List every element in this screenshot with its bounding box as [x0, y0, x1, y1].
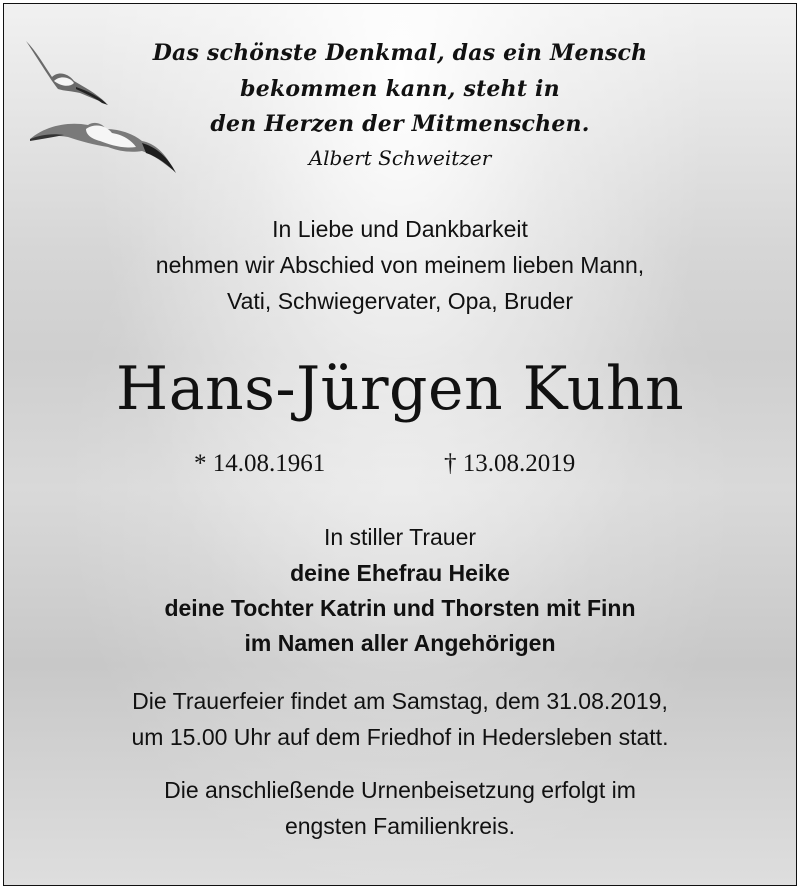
intro-line-2: nehmen wir Abschied von meinem lieben Mann, [155, 252, 645, 278]
burial-line-1: Die anschließende Urnenbeisetzung erfolgt im [164, 777, 636, 803]
mourner-line-1: deine Ehefrau Heike [290, 560, 510, 586]
mourner-line-2: deine Tochter Katrin und Thorsten mit Finn [164, 595, 636, 621]
mourner-line-3: im Namen aller Angehörigen [244, 630, 556, 656]
service-line-2: um 15.00 Uhr auf dem Friedhof in Hedersleben statt. [131, 724, 669, 750]
mourners-intro: In stiller Trauer [323, 524, 477, 550]
birth-date: * 14.08.1961 [194, 450, 326, 477]
burial-line-2: engsten Familienkreis. [284, 813, 516, 839]
quote-author: Albert Schweitzer [308, 146, 492, 170]
intro-line-1: In Liebe und Dankbarkeit [272, 216, 528, 242]
intro-line-3: Vati, Schwiegervater, Opa, Bruder [226, 288, 574, 314]
deceased-name: Hans-Jürgen Kuhn [115, 354, 685, 424]
quote-line-1: Das schönste Denkmal, das ein Mensch [152, 40, 648, 66]
death-date: † 13.08.2019 [444, 450, 576, 477]
quote-line-2: bekommen kann, steht in [240, 76, 560, 102]
quote-line-3: den Herzen der Mitmenschen. [210, 111, 590, 137]
obituary-card [3, 3, 797, 886]
service-line-1: Die Trauerfeier findet am Samstag, dem 31.08.2019, [132, 688, 668, 714]
